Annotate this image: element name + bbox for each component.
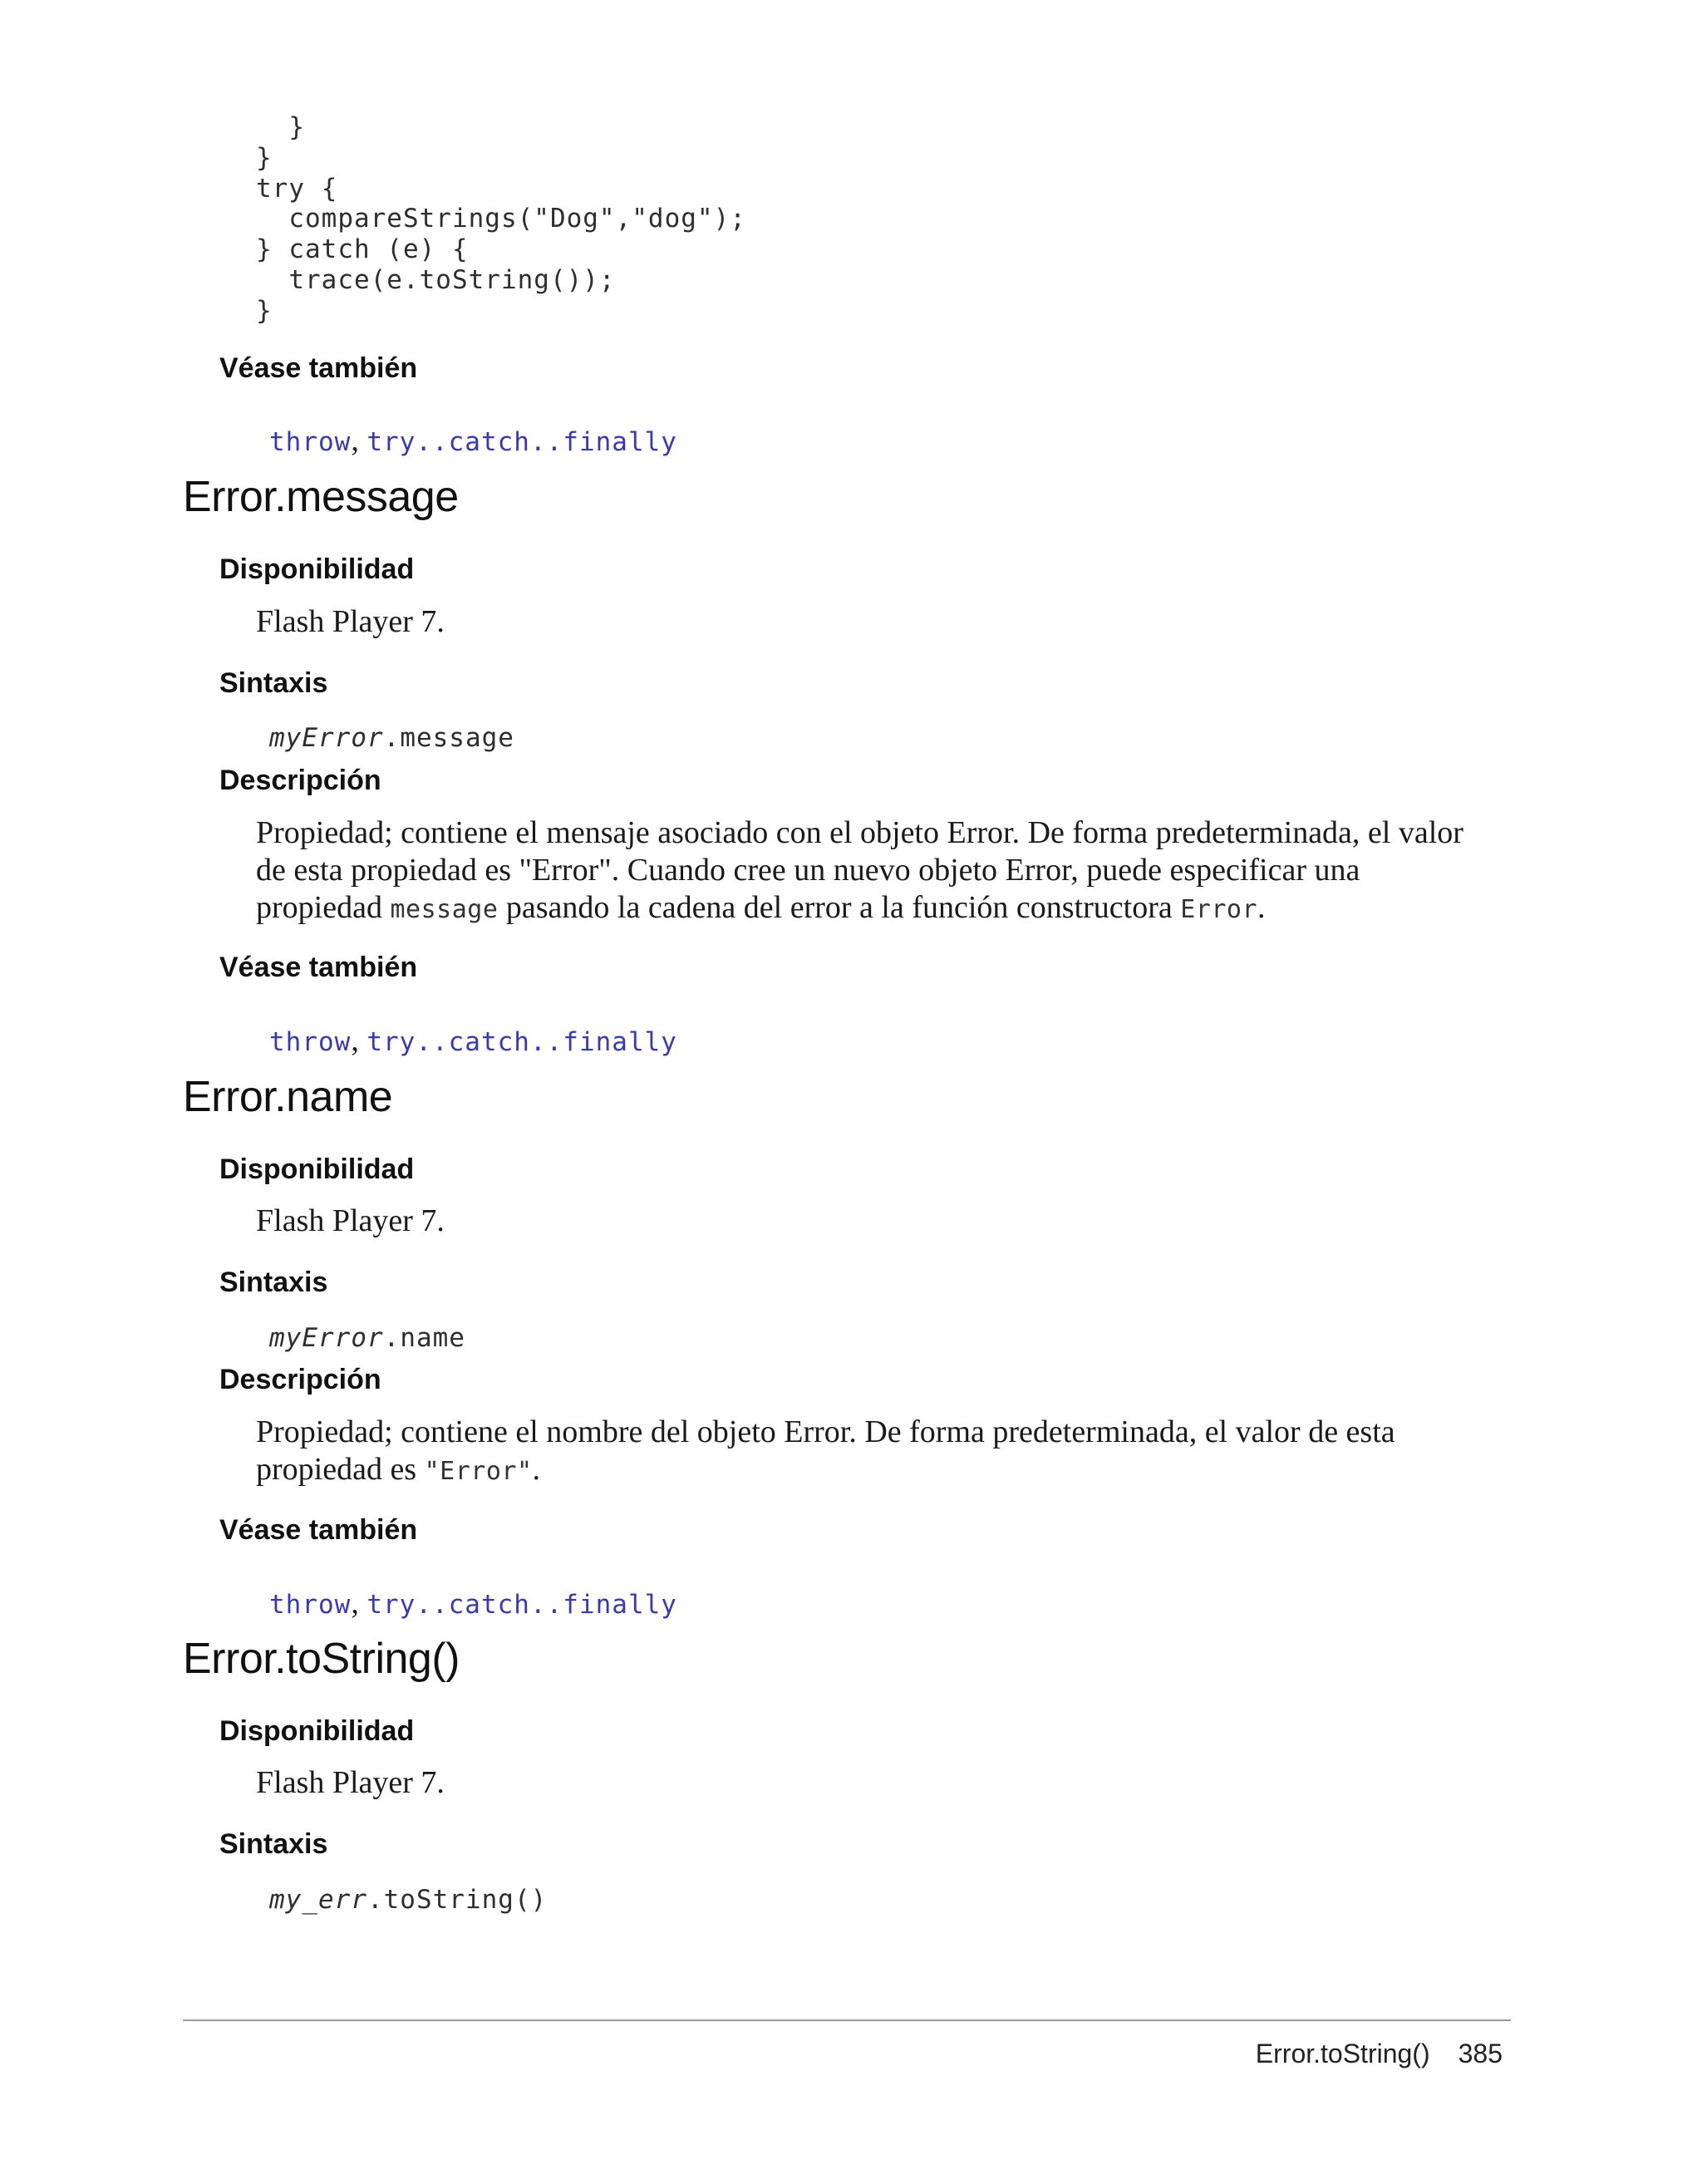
code-line: } catch (e) { bbox=[256, 234, 469, 265]
syntax-heading: Sintaxis bbox=[219, 1828, 328, 1860]
description-paragraph bbox=[256, 1414, 1519, 1488]
inline-code-error-string: "Error" bbox=[424, 1457, 533, 1486]
description-heading: Descripción bbox=[219, 1364, 381, 1395]
code-block-compare-strings bbox=[256, 112, 746, 327]
footer-rule bbox=[183, 2019, 1511, 2021]
section-title-error-tostring: Error.toString() bbox=[183, 1635, 460, 1683]
link-separator: , bbox=[351, 423, 367, 458]
syntax-heading: Sintaxis bbox=[219, 1267, 328, 1298]
link-throw[interactable]: throw bbox=[269, 1027, 352, 1057]
code-line: } bbox=[256, 112, 305, 142]
link-throw[interactable]: throw bbox=[269, 1590, 352, 1620]
running-title: Error.toString() bbox=[1255, 2039, 1430, 2068]
availability-heading: Disponibilidad bbox=[219, 553, 415, 585]
see-also-links bbox=[256, 1570, 677, 1636]
see-also-heading: Véase también bbox=[219, 952, 418, 983]
link-throw[interactable]: throw bbox=[269, 427, 352, 457]
code-line: compareStrings("Dog","dog"); bbox=[256, 204, 746, 234]
description-text: . bbox=[532, 1452, 541, 1487]
inline-code-error: Error bbox=[1180, 895, 1258, 924]
code-line: try { bbox=[256, 173, 338, 204]
description-text: . bbox=[1257, 890, 1266, 925]
description-heading: Descripción bbox=[219, 765, 381, 796]
syntax-member: .name bbox=[383, 1323, 465, 1353]
link-try-catch-finally[interactable]: try..catch..finally bbox=[366, 1027, 677, 1057]
link-try-catch-finally[interactable]: try..catch..finally bbox=[366, 427, 677, 457]
link-try-catch-finally[interactable]: try..catch..finally bbox=[366, 1590, 677, 1620]
syntax-object: my_err bbox=[269, 1885, 367, 1915]
availability-text: Flash Player 7. bbox=[256, 604, 445, 639]
availability-text: Flash Player 7. bbox=[256, 1765, 445, 1800]
availability-text: Flash Player 7. bbox=[256, 1203, 445, 1238]
availability-heading: Disponibilidad bbox=[219, 1153, 415, 1185]
see-also-heading: Véase también bbox=[219, 352, 418, 384]
section-title-error-name: Error.name bbox=[183, 1073, 393, 1121]
syntax-heading: Sintaxis bbox=[219, 667, 328, 699]
description-text: propiedad es bbox=[256, 1452, 425, 1487]
see-also-heading: Véase también bbox=[219, 1514, 418, 1546]
link-separator: , bbox=[351, 1023, 367, 1058]
code-line: trace(e.toString()); bbox=[256, 264, 616, 295]
description-paragraph bbox=[256, 814, 1519, 927]
description-line: Propiedad; contiene el mensaje asociado con el objeto Error. De forma predeterminada, el valor bbox=[256, 815, 1463, 850]
page-number: 385 bbox=[1458, 2039, 1503, 2068]
syntax-object: myError bbox=[269, 1323, 384, 1353]
page-footer bbox=[1256, 2039, 1503, 2069]
description-text: propiedad bbox=[256, 890, 391, 925]
syntax-code bbox=[256, 1870, 547, 1930]
description-line bbox=[256, 1451, 1519, 1488]
link-separator: , bbox=[351, 1586, 367, 1621]
description-text: pasando la cadena del error a la función constructora bbox=[498, 890, 1181, 925]
description-line bbox=[256, 889, 1519, 927]
syntax-code bbox=[256, 708, 514, 768]
syntax-code bbox=[256, 1308, 465, 1368]
syntax-member: .message bbox=[383, 723, 514, 753]
see-also-links bbox=[256, 407, 677, 474]
code-line: } bbox=[256, 142, 273, 173]
description-line: Propiedad; contiene el nombre del objeto Error. De forma predeterminada, el valor de esta bbox=[256, 1414, 1395, 1449]
syntax-object: myError bbox=[269, 723, 384, 753]
code-line: } bbox=[256, 295, 273, 326]
see-also-links bbox=[256, 1007, 677, 1074]
syntax-member: .toString() bbox=[366, 1885, 548, 1915]
inline-code-message: message bbox=[390, 895, 499, 924]
section-title-error-message: Error.message bbox=[183, 473, 459, 521]
availability-heading: Disponibilidad bbox=[219, 1715, 415, 1747]
description-line: de esta propiedad es "Error". Cuando cree un nuevo objeto Error, puede especificar una bbox=[256, 853, 1360, 888]
